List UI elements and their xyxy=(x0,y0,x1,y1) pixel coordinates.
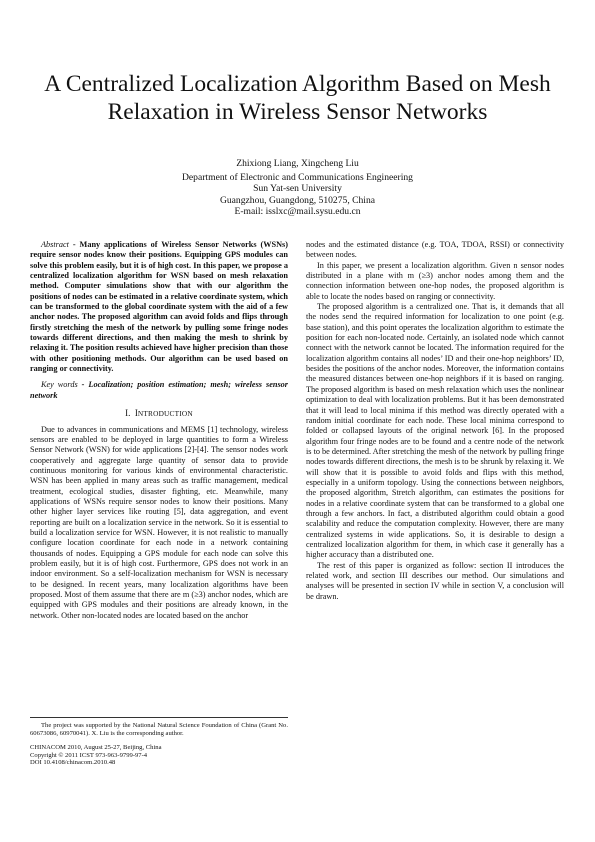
author-block xyxy=(80,158,515,217)
copyright-info: Copyright © 2011 ICST 973-963-9799-97-4 xyxy=(30,751,148,759)
doi-info: DOI 10.4108/chinacom.2010.48 xyxy=(30,759,116,767)
left-column xyxy=(30,240,288,621)
funding-note: The project was supported by the National Natural Science Foundation of China (Grant No. 60673086, 60970041). X. Liu is the corresponding author. xyxy=(30,722,288,738)
intro-continuation: nodes and the estimated distance (e.g. TOA, TDOA, RSSI) or connectivity between nodes. xyxy=(306,240,564,260)
title-line-1: A Centralized Localization Algorithm Based on Mesh xyxy=(44,71,551,97)
keywords xyxy=(30,380,288,401)
author-city: Guangzhou, Guangdong, 510275, China xyxy=(219,194,376,206)
section-heading-introduction xyxy=(30,408,288,419)
intro-paragraph-3: The proposed algorithm is a centralized one. That is, it demands that all the nodes send the required information for localization to one point (e.g. base station), and this point operates the localization algorithm to estimate the position for each non-located node. Certainly, an isolated node which cannot connect with the network cannot be located. The information required for the localization algorithm contains all nodes’ ID and their one-hop neighbors’ ID, besides the positions of the anchor nodes. Moreover, the information contains the measured distances between one-hop neighbors if it is based on ranging. The proposed algorithm is based on mesh relaxation which uses the nonlinear optimization to deal with localization problems. But it has been demonstrated that it will lead to local minima if this method was directly operated with a random initial coordinate for each node. These local minima correspond to folded or collapsed layouts of the original network [6]. In the proposed algorithm four fringe nodes are to be found and a centre node of the network is to be determined. After stretching the mesh of the network by pulling fringe nodes towards different directions, the mesh is to be shrunk by relaxing it. We will show that it is possible to avoid folds and flips with this method, especially in a uniform topology. Using the connections between neighbors, the proposed algorithm, Stretch algorithm, can estimates the positions for nodes in a relative coordinate system that can be transformed to a global one through a few anchors. In fact, a distributed algorithm could obtain a good scalability and reduce the computation complexity. However, there are many centralized systems in wide applications. So, it is desirable to design a centralized localization algorithm for them, in which case it generally has a higher accuracy than a distributed one. xyxy=(306,302,564,560)
abstract-label: Abstract xyxy=(41,240,69,249)
paper-title xyxy=(30,70,565,126)
keywords-label: Key words xyxy=(41,380,78,390)
publication-meta xyxy=(30,744,288,767)
author-names: Zhixiong Liang, Xingcheng Liu xyxy=(236,158,359,169)
intro-paragraph-2: In this paper, we present a localization algorithm. Given n sensor nodes distributed in a plane with m (≥3) anchor nodes among them and the connection information between one-hop nodes, the proposed algorithm is able to locate the nodes based on ranging or connectivity. xyxy=(306,260,564,301)
abstract xyxy=(30,240,288,374)
keywords-text: - Localization; position estimation; mesh; wireless sensor network xyxy=(30,380,288,400)
author-email: E-mail: isslxc@mail.sysu.edu.cn xyxy=(234,205,361,217)
abstract-text: - Many applications of Wireless Sensor Networks (WSNs) require sensor nodes know their positions. Equipping GPS modules can solve this problem easily, but it is of high cost. In this paper, we propose a centralized localization algorithm for WSN based on mesh relaxation method. Computer simulations show that with our algorithm the positions of nodes can be estimated in a relative coordinate system, which can be transformed to the global coordinate system with the aid of a few anchor nodes. The proposed algorithm can avoid folds and flips through firstly stretching the mesh of the network by pulling some fringe nodes towards different directions, and then making the mesh to shrink by relaxing it. The position results achieved have higher precision than those with other positioning methods. Our algorithm can be used based on ranging or connectivity. xyxy=(30,240,288,374)
author-department: Department of Electronic and Communications Engineering xyxy=(182,172,413,184)
author-university: Sun Yat-sen University xyxy=(253,183,342,195)
footnote xyxy=(30,717,288,767)
section-numeral: I. xyxy=(125,408,131,419)
footnote-rule xyxy=(30,717,288,718)
intro-paragraph-1: Due to advances in communications and MEMS [1] technology, wireless sensors are enabled to be deployed in large quantities to form a Wireless Sensor Network (WSN) for wide applications [2]-[4]. The sensor nodes work cooperatively and aggregate large quantity of sensor data to provide continuous monitoring for various kinds of environmental characteristic. WSN has been applied in many areas such as traffic management, medical treatment, ecological studies, disaster fighting, etc. Meanwhile, many applications of WSNs require sensor nodes to know their positions. Many other higher layer services like routing [5], data aggregation, and event reporting are built on a localization service in the network. So it is essential to build a localization service for WSN. However, it is not realistic to manually configure location coordinate for each node in a network containing thousands of nodes. Equipping a GPS module for each node can solve this problem easily, but it is of high cost. Furthermore, GPS does not work in an indoor environment. So a self-localization mechanism for WSN is necessary to be designed. In recent years, many localization algorithms have been proposed. Most of them assume that there are m (≥3) anchor nodes, which are equipped with GPS modules and their positions are already known, in the network. Other non-located nodes are located based on the anchor xyxy=(30,424,288,620)
title-line-2: Relaxation in Wireless Sensor Networks xyxy=(107,99,488,125)
section-title-rest: NTRODUCTION xyxy=(137,409,193,419)
conference-info: CHINACOM 2010, August 25-27, Beijing, China xyxy=(30,743,162,751)
section-first-letter: I xyxy=(134,408,138,419)
intro-paragraph-4: The rest of this paper is organized as follow: section II introduces the related work, and section III describes our method. Our simulations and analyses will be presented in section IV while in section V, a conclusion will be drawn. xyxy=(306,560,564,601)
right-column xyxy=(306,240,564,602)
